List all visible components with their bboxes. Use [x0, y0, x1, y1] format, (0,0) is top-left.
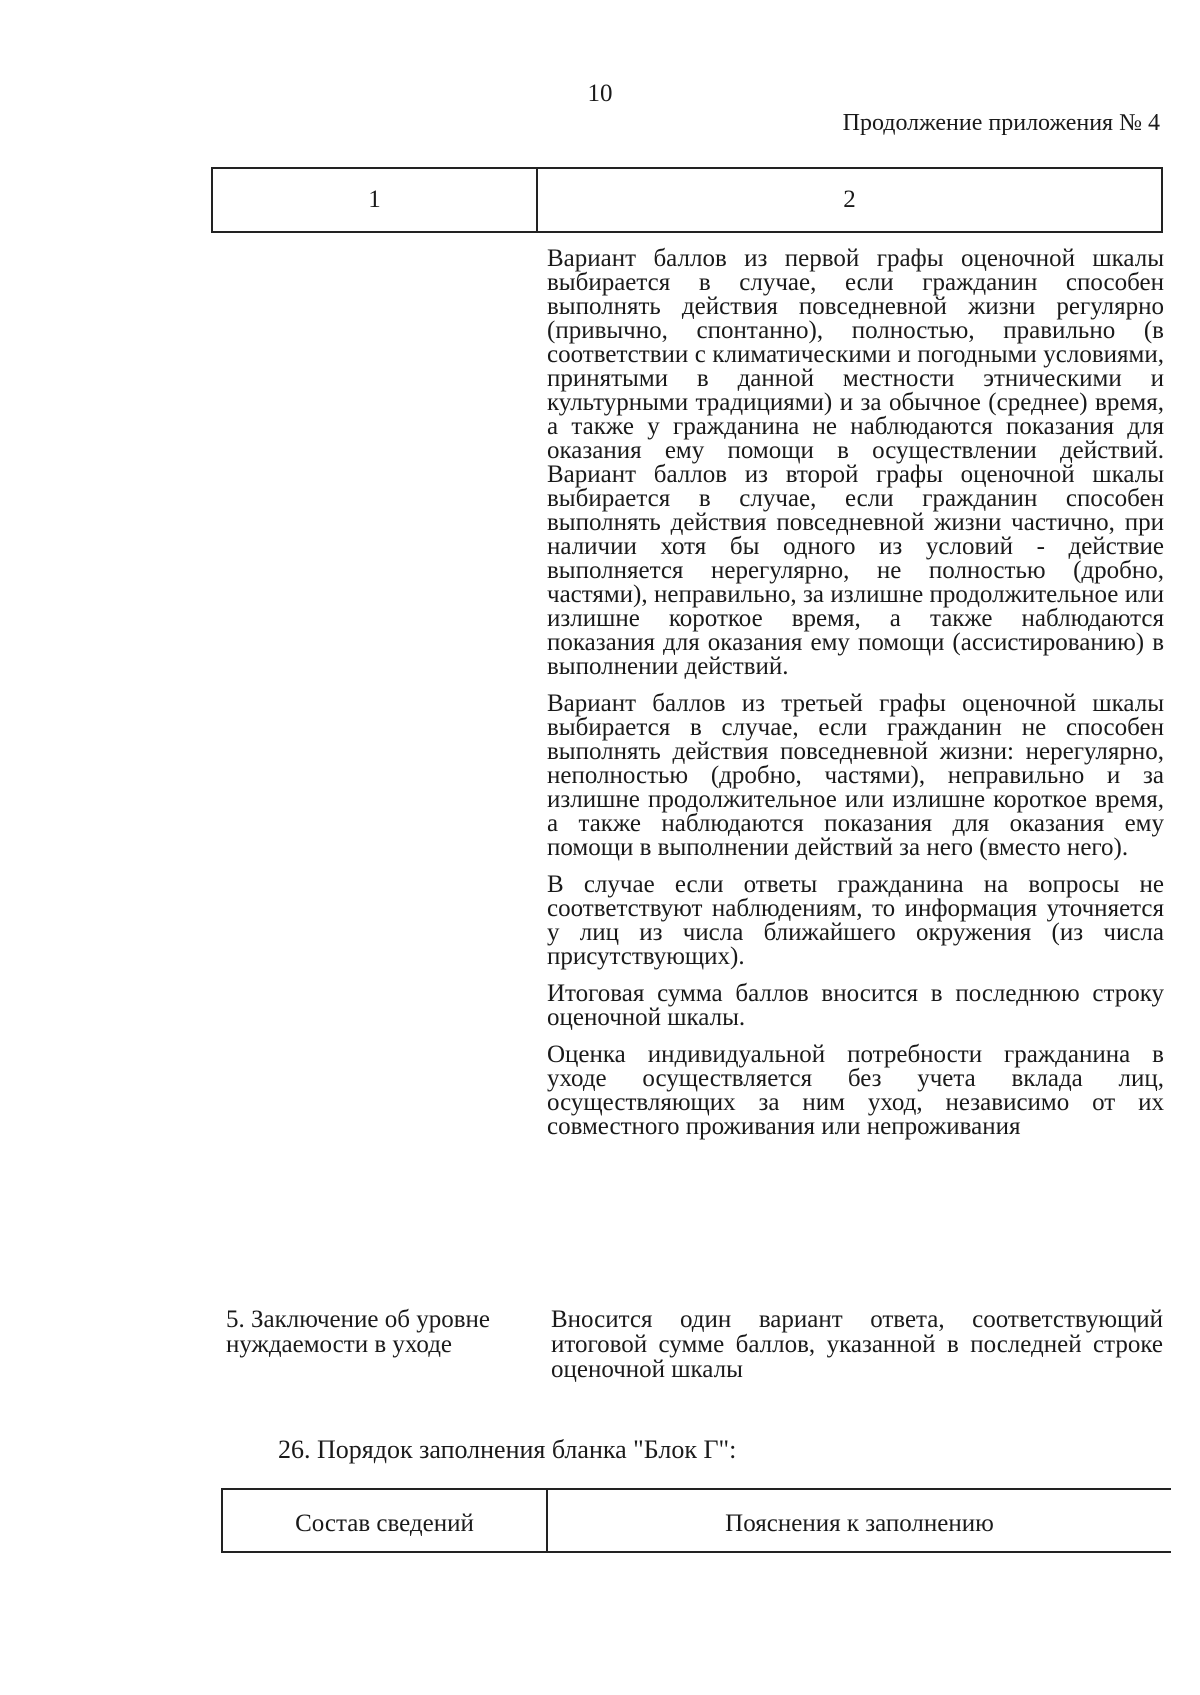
appendix-note: Продолжение приложения № 4 [842, 110, 1160, 136]
paragraph-mismatch: В случае если ответы гражданина на вопросы не соответствуют наблюдениям, то информация уточняется у лиц из числа ближайшего окружения (из числа присутствующих). [547, 871, 1164, 970]
column-header-2: 2 [843, 186, 856, 213]
paragraph-total-score: Итоговая сумма баллов вносится в последнюю строку оценочной шкалы. [547, 980, 1164, 1031]
row5-text: Вносится один вариант ответа, соответствующий итоговой сумме баллов, указанной в последней строке оценочной шкалы [551, 1306, 1163, 1383]
page-number: 10 [587, 80, 613, 107]
block-g-table [221, 1488, 1171, 1553]
paragraph-individual-need: Оценка индивидуальной потребности гражданина в уходе осуществляется без учета вклада лиц, осуществляющих за ним уход, независимо от их совместного проживания или непроживания [547, 1041, 1164, 1140]
paragraph-third-column: Вариант баллов из третьей графы оценочной шкалы выбирается в случае, если гражданин не способен выполнять действия повседневной жизни: нерегулярно, неполностью (дробно, частями), неправильно и за излишне продолжительное или излишне короткое время, а также наблюдаются показания для оказания ему помощи в выполнении действий за него (вместо него). [547, 690, 1164, 861]
column2-explanations [547, 247, 1164, 1152]
paragraph-first-second-column: Вариант баллов из первой графы оценочной шкалы выбирается в случае, если гражданин способен выполнять действия повседневной жизни регулярно (привычно, спонтанно), полностью, правильно (в соответствии с климатическими и погодными условиями, принятыми в данной местности этническими и культурными традициями) и за обычное (среднее) время, а также у гражданина не наблюдаются показания для оказания ему помощи в осуществлении действий. Вариант баллов из второй графы оценочной шкалы выбирается в случае, если гражданин способен выполнять действия повседневной жизни частично, при наличии хотя бы одного из условий - действие выполняется нерегулярно, не полностью (дробно, частями), неправильно, за излишне продолжительное или излишне короткое время, а также наблюдаются показания для оказания ему помощи (ассистированию) в выполнении действий. [547, 245, 1164, 680]
column-header-table [211, 167, 1163, 233]
section-heading: 26. Порядок заполнения бланка "Блок Г": [278, 1435, 737, 1464]
column-header-1: 1 [213, 169, 538, 231]
block-g-header-composition: Состав сведений [223, 1490, 548, 1551]
block-g-header-explanations: Пояснения к заполнению [725, 1509, 994, 1537]
row5-label: 5. Заключение об уровне нуждаемости в уходе [226, 1306, 490, 1358]
